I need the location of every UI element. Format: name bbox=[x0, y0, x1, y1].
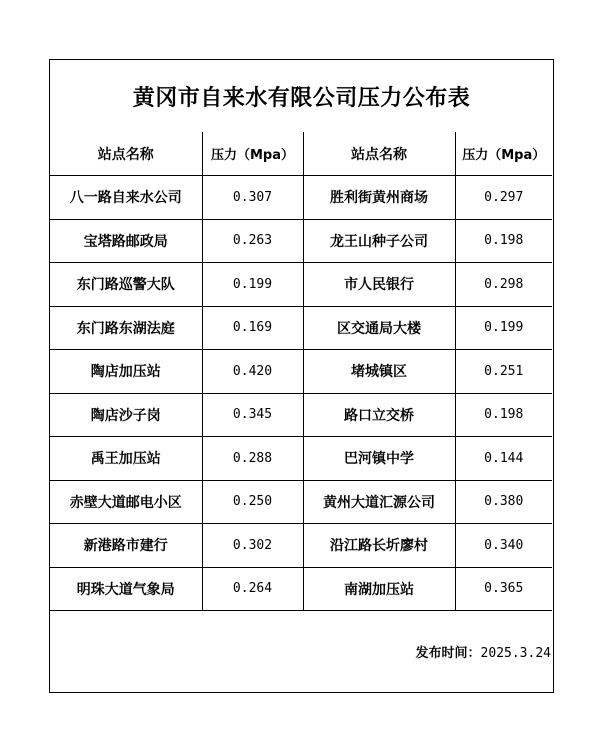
station-name-cell: 胜利街黄州商场 bbox=[303, 176, 455, 220]
pressure-table-frame bbox=[49, 59, 554, 693]
pressure-value-cell: 0.298 bbox=[455, 263, 552, 307]
publish-time-value: 2025.3.24 bbox=[480, 646, 551, 661]
table-row bbox=[50, 437, 552, 481]
header-station-name-left: 站点名称 bbox=[50, 132, 202, 176]
station-name-cell: 区交通局大楼 bbox=[303, 306, 455, 350]
station-name-cell: 八一路自来水公司 bbox=[50, 176, 202, 220]
pressure-value-cell: 0.144 bbox=[455, 437, 552, 481]
pressure-value-cell: 0.263 bbox=[202, 219, 303, 263]
document-title: 黄冈市自来水有限公司压力公布表 bbox=[132, 84, 471, 111]
header-pressure-right: 压力（Mpa） bbox=[455, 132, 552, 176]
pressure-value-cell: 0.345 bbox=[202, 393, 303, 437]
station-name-cell: 沿江路长圻廖村 bbox=[303, 524, 455, 568]
pressure-value-cell: 0.302 bbox=[202, 524, 303, 568]
table-row bbox=[50, 524, 552, 568]
pressure-value-cell: 0.199 bbox=[455, 306, 552, 350]
station-name-cell: 龙王山种子公司 bbox=[303, 219, 455, 263]
pressure-value-cell: 0.297 bbox=[455, 176, 552, 220]
table-row bbox=[50, 567, 552, 611]
table-row bbox=[50, 176, 552, 220]
table-row bbox=[50, 350, 552, 394]
station-name-cell: 堵城镇区 bbox=[303, 350, 455, 394]
pressure-value-cell: 0.250 bbox=[202, 480, 303, 524]
publish-time bbox=[416, 642, 551, 661]
station-name-cell: 东门路巡警大队 bbox=[50, 263, 202, 307]
pressure-value-cell: 0.288 bbox=[202, 437, 303, 481]
station-name-cell: 禹王加压站 bbox=[50, 437, 202, 481]
station-name-cell: 市人民银行 bbox=[303, 263, 455, 307]
station-name-cell: 新港路市建行 bbox=[50, 524, 202, 568]
pressure-value-cell: 0.169 bbox=[202, 306, 303, 350]
pressure-value-cell: 0.198 bbox=[455, 219, 552, 263]
station-name-cell: 陶店加压站 bbox=[50, 350, 202, 394]
publish-time-label: 发布时间： bbox=[415, 646, 481, 661]
table-row bbox=[50, 480, 552, 524]
pressure-table bbox=[50, 132, 552, 611]
station-name-cell: 宝塔路邮政局 bbox=[50, 219, 202, 263]
pressure-value-cell: 0.380 bbox=[455, 480, 552, 524]
header-station-name-right: 站点名称 bbox=[303, 132, 455, 176]
station-name-cell: 东门路东湖法庭 bbox=[50, 306, 202, 350]
station-name-cell: 赤壁大道邮电小区 bbox=[50, 480, 202, 524]
header-pressure-left: 压力（Mpa） bbox=[202, 132, 303, 176]
table-row bbox=[50, 219, 552, 263]
station-name-cell: 陶店沙子岗 bbox=[50, 393, 202, 437]
pressure-value-cell: 0.199 bbox=[202, 263, 303, 307]
pressure-value-cell: 0.251 bbox=[455, 350, 552, 394]
station-name-cell: 黄州大道汇源公司 bbox=[303, 480, 455, 524]
pressure-value-cell: 0.365 bbox=[455, 567, 552, 611]
station-name-cell: 明珠大道气象局 bbox=[50, 567, 202, 611]
table-row bbox=[50, 306, 552, 350]
table-header-row bbox=[50, 132, 552, 176]
pressure-value-cell: 0.198 bbox=[455, 393, 552, 437]
pressure-value-cell: 0.264 bbox=[202, 567, 303, 611]
table-row bbox=[50, 263, 552, 307]
pressure-value-cell: 0.340 bbox=[455, 524, 552, 568]
station-name-cell: 路口立交桥 bbox=[303, 393, 455, 437]
pressure-value-cell: 0.307 bbox=[202, 176, 303, 220]
station-name-cell: 南湖加压站 bbox=[303, 567, 455, 611]
table-row bbox=[50, 393, 552, 437]
pressure-value-cell: 0.420 bbox=[202, 350, 303, 394]
station-name-cell: 巴河镇中学 bbox=[303, 437, 455, 481]
